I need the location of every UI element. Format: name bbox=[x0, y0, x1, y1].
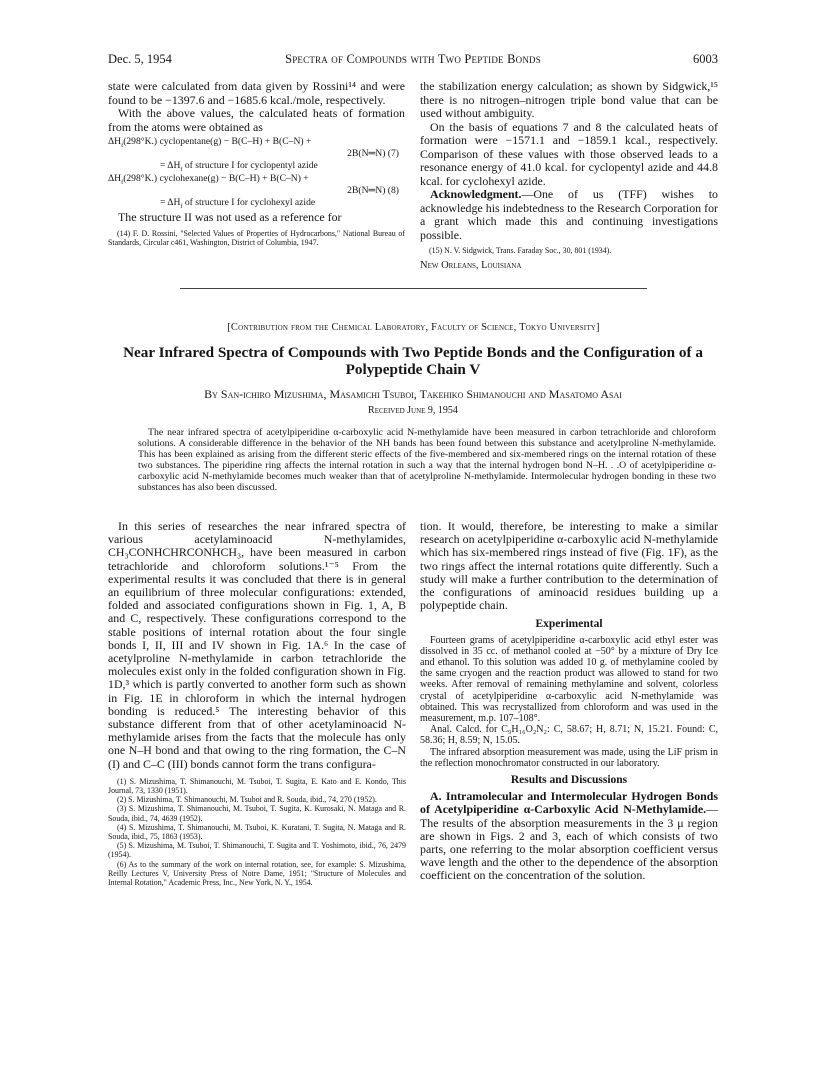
footnote-4: (4) S. Mizushima, T. Shimanouchi, M. Tsuboi, K. Kuratani, T. Sugita, N. Mataga and R. Souda, ibid., 75, 1863 (1953). bbox=[108, 822, 406, 842]
article-left-column bbox=[108, 520, 406, 887]
subsection-a: A. Intramolecular and Intermolecular Hydrogen Bonds of Acetylpiperidine α-Carboxylic Acid N-Methylamide.—The results of the absorption measurements in the 3 μ region are shown in Figs. 2 and 3, each of which consists of two parts, one referring to the molar absorption coefficient versus wave length and the other to the dependence of the absorption coefficient on the concentration of the solution. bbox=[420, 789, 718, 883]
contribution-line: [Contribution from the Chemical Laboratory, Faculty of Science, Tokyo University] bbox=[227, 322, 600, 333]
intro-paragraph: In this series of researches the near infrared spectra of various acetylaminoacid N-methylamides, CH₃CONHCHRCONHCH₃, have been measured in carbon tetrachloride and chloroform solutions.¹⁻⁵ From the experimental results it was concluded that there is in general an equilibrium of three molecular configurations: extended, folded and associated configurations shown in Fig. 1, A, B and C, respectively. These configurations correspond to the stable positions of internal rotation about the four single bonds I, II, III and IV shown in Fig. 1A.⁶ In the case of acetylproline N-methylamide in carbon tetrachloride the molecules exist only in the folded configuration shown in Fig. 1D,³ which is partly converted to another form such as shown in Fig. 1E in chloroform in which the internal hydrogen bonding is reduced.⁵ The interesting behavior of this substance different from that of other acetylaminoacid N-methylamide arises from the facts that the molecule has only one N–H bond and that owing to the ring formation, the C–N (I) and C–C (III) bonds cannot form the trans configura- bbox=[108, 519, 406, 771]
experimental-heading: Experimental bbox=[535, 618, 603, 631]
experimental-paragraph-3: The infrared absorption measurement was made, using the LiF prism in the reflection monochromator constructed in our laboratory. bbox=[420, 746, 718, 769]
running-header bbox=[108, 52, 718, 68]
experimental-paragraph-2: Anal. Calcd. for C₉H₁₆O₂N₂: C, 58.67; H, 8.71; N, 15.21. Found: C, 58.36; H, 8.59; N, 15.05. bbox=[420, 724, 718, 747]
prev-left-paragraph-3: The structure II was not used as a reference for bbox=[118, 210, 342, 224]
prev-left-paragraph-1: state were calculated from data given by Rossini¹⁴ and were found to be −1397.6 and −1685.6 kcal./mole, respectively. bbox=[108, 79, 405, 107]
intro-continuation: tion. It would, therefore, be interesting to make a similar research on acetylpiperidine α-carboxylic acid N-methylamide which has six-membered rings instead of five (Fig. 1F), as the two rings affect the internal rotations quite differently. Such a study will make a further contribution to the determination of the configurations of aminoacid residues building up a polypeptide chain. bbox=[420, 519, 718, 613]
article-title: Near Infrared Spectra of Compounds with Two Peptide Bonds and the Configuration of a Polypeptide Chain V bbox=[123, 344, 703, 378]
footnote-2: (2) S. Mizushima, T. Shimanouchi, M. Tsuboi and R. Souda, ibid., 74, 270 (1952). bbox=[117, 795, 377, 805]
footnote-14: (14) F. D. Rossini, "Selected Values of Properties of Hydrocarbons," National Bureau of Standards, Circular c461, Washington, District of Columbia, 1947. bbox=[108, 228, 405, 247]
prev-right-paragraph-2: On the basis of equations 7 and 8 the calculated heats of formation were −1571.1 and −1859.1 kcal., respectively. Comparison of these values with those observed leads to a resonance energy of 41.0 kcal. for cyclopentyl azide and 44.8 kcal. for cyclohexyl azide. bbox=[420, 119, 718, 188]
experimental-paragraph-1: Fourteen grams of acetylpiperidine α-carboxylic acid ethyl ester was dissolved in 35 cc. of methanol cooled at −50° by a mixture of Dry Ice and ethanol. To this solution was added 10 g. of methylamine cooled by the same cryogen and the reaction product was allowed to stand for two weeks. After removal of remaining methylamine and solvent, colorless crystal of acetylpiperidine α-carboxylic acid N-methylamide was obtained. This was recrystallized from chloroform and was used in the measurement, m.p. 107–108°. bbox=[420, 634, 718, 725]
footnote-3: (3) S. Mizushima, T. Shimanouchi, M. Tsuboi, T. Sugita, K. Kurosaki, N. Mataga and R. Souda, ibid., 74, 4639 (1952). bbox=[108, 804, 406, 823]
equation-7: $\Delta H_f(298^\circ K.)$ cyclopentane(g) − B(C–H) + B(C–N) + 2B(N═N) (7) = $\Delta H_f$ of structure I for cyclopentyl azide bbox=[108, 136, 399, 173]
prev-right-paragraph-1: the stabilization energy calculation; as shown by Sidgwick,¹⁵ there is no nitrogen–nitrogen triple bond value that can be used without ambiguity. bbox=[420, 79, 718, 120]
page-number: 6003 bbox=[693, 52, 718, 66]
equation-8: $\Delta H_f(298^\circ K.)$ cyclohexane(g) − B(C–H) + B(C–N) + 2B(N═N) (8) = $\Delta H_f$ of structure I for cyclohexyl azide bbox=[108, 173, 399, 210]
prev-article-right-column bbox=[420, 80, 718, 273]
acknowledgment: Acknowledgment.—One of us (TFF) wishes to acknowledge his indebtedness to the Research Corporation for a grant which made this and continuing investigations possible. bbox=[420, 187, 718, 242]
experimental-section bbox=[420, 635, 718, 769]
prev-left-paragraph-2: With the above values, the calculated heats of formation from the atoms were obtained as bbox=[108, 106, 405, 134]
abstract: The near infrared spectra of acetylpiperidine α-carboxylic acid N-methylamide have been measured in carbon tetrachloride and chloroform solutions. A considerable difference in the behavior of the NH bands has been found between this substance and acetylproline N-methylamide. This has been explained as arising from the different steric effects of the five-membered and six-membered rings on the internal rotation of these two substances. The piperidine ring affects the internal rotation in such a way that the internal hydrogen bond N–H. . .O of acetylpiperidine α-carboxylic acid N-methylamide becomes much weaker than that of acetylproline N-methylamide. Intermolecular hydrogen bonding in these two substances has also been discussed. bbox=[138, 427, 716, 493]
received-date: Received June 9, 1954 bbox=[368, 405, 458, 416]
prev-article-left-column bbox=[108, 80, 405, 247]
location: New Orleans, Louisiana bbox=[420, 260, 522, 272]
issue-date: Dec. 5, 1954 bbox=[108, 52, 172, 66]
footnotes bbox=[108, 777, 406, 887]
footnote-15: (15) N. V. Sidgwick, Trans. Faraday Soc., 30, 801 (1934). bbox=[429, 246, 612, 255]
results-heading: Results and Discussions bbox=[510, 774, 628, 787]
article-separator bbox=[180, 288, 647, 289]
article-right-column bbox=[420, 520, 718, 883]
footnote-6: (6) As to the summary of the work on internal rotation, see, for example: S. Mizushima, Reilly Lectures V, University Press of Notre Dame, 1951; "Structure of Molecules and Internal Rotation," Academic Press, Inc., New York, N. Y., 1954. bbox=[108, 859, 406, 888]
footnote-5: (5) S. Mizushima, M. Tsuboi, T. Shimanouchi, T. Sugita and T. Yoshimoto, ibid., 76, 2479 (1954). bbox=[108, 841, 406, 860]
footnote-1: (1) S. Mizushima, T. Shimanouchi, M. Tsuboi, T. Sugita, E. Kato and E. Kondo, This Journal, 73, 1330 (1951). bbox=[108, 776, 406, 796]
running-title: Spectra of Compounds with Two Peptide Bonds bbox=[285, 52, 541, 66]
authors: By San-ichiro Mizushima, Masamichi Tsuboi, Takehiko Shimanouchi and Masatomo Asai bbox=[204, 387, 622, 401]
